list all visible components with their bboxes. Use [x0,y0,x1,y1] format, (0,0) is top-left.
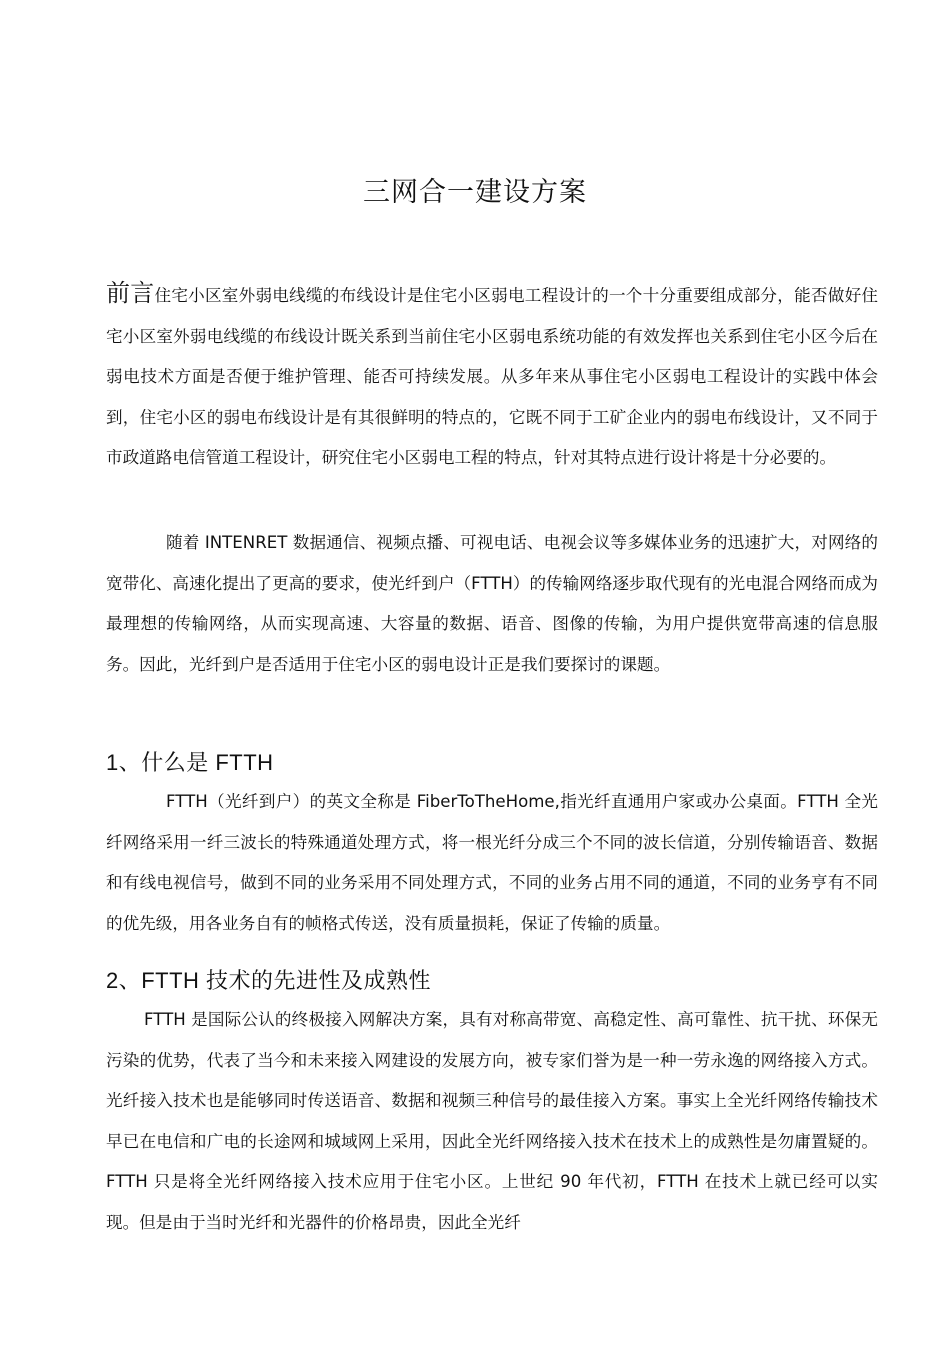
section-2-paragraph: FTTH 是国际公认的终极接入网解决方案，具有对称高带宽、高稳定性、高可靠性、抗干扰、环保无污染的优势，代表了当今和未来接入网建设的发展方向，被专家们誉为是一种一劳永逸的网络接入方式。光纤接入技术也是能够同时传送语音、数据和视频三种信号的最佳接入方案。事实上全光纤网络传输技术早已在电信和广电的长途网和城域网上采用，因此全光纤网络接入技术在技术上的成熟性是勿庸置疑的。FTTH 只是将全光纤网络接入技术应用于住宅小区。上世纪 90 年代初，FTTH 在技术上就已经可以实现。但是由于当时光纤和光器件的价格昂贵，因此全光纤 [106,1010,878,1232]
document-title: 三网合一建设方案 [363,177,587,208]
intro-paragraph: 随着 INTENRET 数据通信、视频点播、可视电话、电视会议等多媒体业务的迅速扩大，对网络的宽带化、高速化提出了更高的要求，使光纤到户（FTTH）的传输网络逐步取代现有的光电混合网络而成为最理想的传输网络，从而实现高速、大容量的数据、语音、图像的传输，为用户提供宽带高速的信息服务。因此，光纤到户是否适用于住宅小区的弱电设计正是我们要探讨的课题。 [106,533,878,674]
preface-lead: 前言 [106,279,155,307]
preface-text: 住宅小区室外弱电线缆的布线设计是住宅小区弱电工程设计的一个十分重要组成部分，能否做好住宅小区室外弱电线缆的布线设计既关系到当前住宅小区弱电系统功能的有效发挥也关系到住宅小区今后在弱电技术方面是否便于维护管理、能否可持续发展。从多年来从事住宅小区弱电工程设计的实践中体会到，住宅小区的弱电布线设计是有其很鲜明的特点的，它既不同于工矿企业内的弱电布线设计，又不同于市政道路电信管道工程设计，研究住宅小区弱电工程的特点，针对其特点进行设计将是十分必要的。 [106,286,879,468]
preface-paragraph [106,273,878,479]
section-1-heading: 1、什么是 FTTH [106,750,274,775]
section-1-paragraph: FTTH（光纤到户）的英文全称是 FiberToTheHome,指光纤直通用户家或办公桌面。FTTH 全光纤网络采用一纤三波长的特殊通道处理方式，将一根光纤分成三个不同的波长信道，分别传输语音、数据和有线电视信号，做到不同的业务采用不同处理方式，不同的业务占用不同的通道，不同的业务亨有不同的优先级，用各业务自有的帧格式传送，没有质量损耗，保证了传输的质量。 [106,792,878,933]
section-2-heading: 2、FTTH 技术的先进性及成熟性 [106,968,432,993]
